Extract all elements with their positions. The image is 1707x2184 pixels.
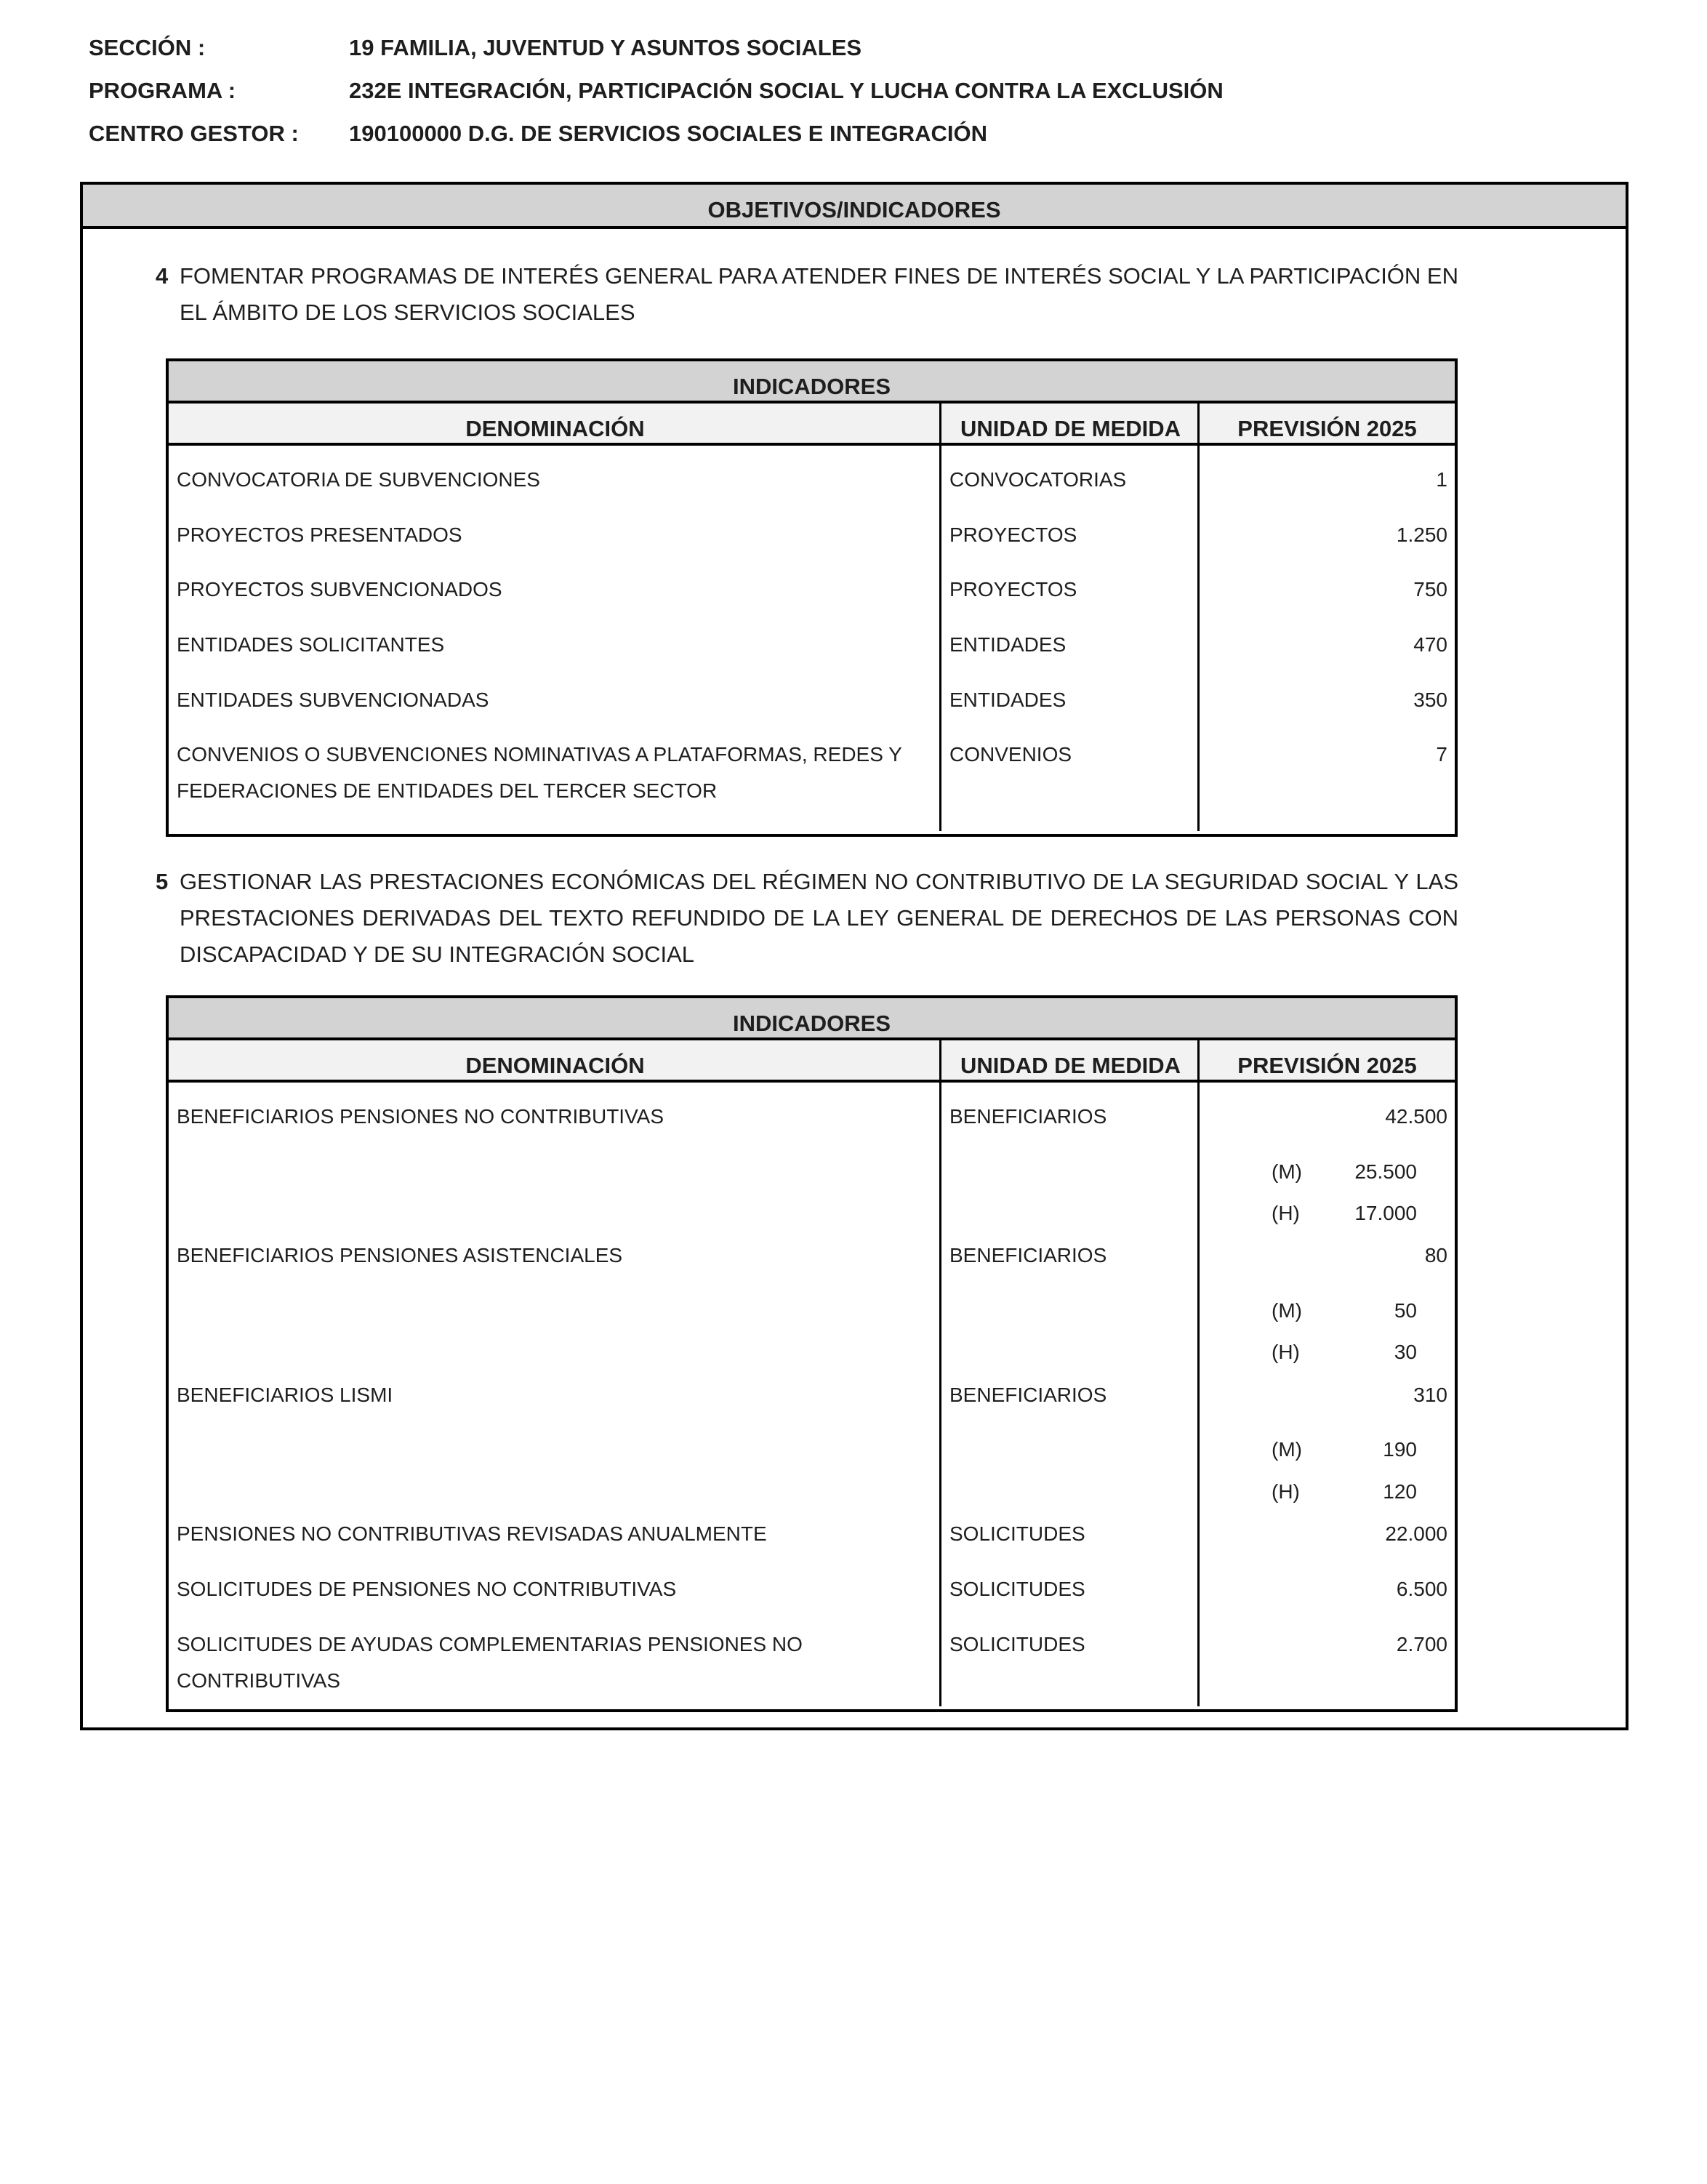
cell-unidad: PROYECTOS [949,523,1077,546]
table-body [169,446,1455,831]
breakdown-tag: (H) [1272,1202,1300,1224]
centro-gestor-label: CENTRO GESTOR : [89,121,299,146]
col-prevision: PREVISIÓN 2025 [1237,1053,1417,1078]
col-denominacion: DENOMINACIÓN [465,1053,645,1078]
breakdown-value: 25.500 [1354,1160,1417,1183]
objective-text: GESTIONAR LAS PRESTACIONES ECONÓMICAS DEL RÉGIMEN NO CONTRIBUTIVO DE LA SEGURIDAD SOCIAL Y LAS PRESTACIONES DERIVADAS DEL TEXTO REFUNDIDO DE LA LEY GENERAL DE DERECHOS DE LAS PERSONAS CON DISCAPACIDAD Y DE SU INTEGRACIÓN SOCIAL [180,869,1458,967]
objective-number: 5 [156,869,169,894]
col-divider [1197,446,1200,831]
col-unidad: UNIDAD DE MEDIDA [960,1053,1181,1078]
cell-unidad: ENTIDADES [949,688,1067,711]
breakdown-tag: (H) [1272,1341,1300,1363]
cell-prevision: 470 [1413,633,1447,656]
breakdown-tag: (M) [1272,1438,1302,1461]
col-divider [1197,1083,1200,1706]
cell-prevision: 750 [1413,578,1447,601]
seccion-row [89,33,861,63]
cell-prevision: 1.250 [1396,523,1447,546]
breakdown-value: 17.000 [1354,1202,1417,1224]
cell-prevision: 2.700 [1396,1633,1447,1655]
indicadores-title: INDICADORES [169,998,1455,1040]
indicadores-title: INDICADORES [169,361,1455,404]
programa-row [89,76,1224,105]
objective-number: 4 [156,263,169,289]
col-prevision: PREVISIÓN 2025 [1237,416,1417,441]
cell-denominacion: CONVENIOS O SUBVENCIONES NOMINATIVAS A PLATAFORMAS, REDES Y FEDERACIONES DE ENTIDADES DEL TERCER SECTOR [177,743,902,802]
cell-unidad: BENEFICIARIOS [949,1384,1107,1406]
cell-unidad: BENEFICIARIOS [949,1105,1107,1128]
cell-denominacion: PROYECTOS PRESENTADOS [177,523,462,546]
objetivos-box-title: OBJETIVOS/INDICADORES [83,185,1626,229]
breakdown-tag: (H) [1272,1480,1300,1503]
cell-denominacion: ENTIDADES SUBVENCIONADAS [177,688,489,711]
cell-prevision: 310 [1413,1384,1447,1406]
cell-prevision: 7 [1436,743,1447,766]
breakdown-tag: (M) [1272,1299,1302,1322]
cell-denominacion: PROYECTOS SUBVENCIONADOS [177,578,502,601]
objective-4 [156,258,1458,331]
cell-denominacion: PENSIONES NO CONTRIBUTIVAS REVISADAS ANUALMENTE [177,1522,767,1545]
breakdown-tag: (M) [1272,1160,1302,1183]
cell-denominacion: ENTIDADES SOLICITANTES [177,633,445,656]
cell-unidad: CONVOCATORIAS [949,468,1127,491]
objective-5 [156,864,1458,973]
cell-unidad: ENTIDADES [949,633,1067,656]
programa-label: PROGRAMA : [89,78,236,103]
cell-denominacion: SOLICITUDES DE AYUDAS COMPLEMENTARIAS PENSIONES NO CONTRIBUTIVAS [177,1633,803,1692]
breakdown-value: 50 [1394,1299,1417,1322]
col-denominacion: DENOMINACIÓN [465,416,645,441]
seccion-value: 19 FAMILIA, JUVENTUD Y ASUNTOS SOCIALES [349,35,862,60]
breakdown-value: 190 [1383,1438,1417,1461]
breakdown-value: 30 [1394,1341,1417,1363]
centro-gestor-value: 190100000 D.G. DE SERVICIOS SOCIALES E INTEGRACIÓN [349,121,988,146]
cell-prevision: 80 [1424,1244,1447,1266]
cell-unidad: BENEFICIARIOS [949,1244,1107,1266]
cell-unidad: PROYECTOS [949,578,1077,601]
programa-value: 232E INTEGRACIÓN, PARTICIPACIÓN SOCIAL Y LUCHA CONTRA LA EXCLUSIÓN [349,78,1224,103]
indicadores-table-4 [166,358,1458,837]
cell-unidad: SOLICITUDES [949,1578,1085,1600]
centro-gestor-row [89,119,987,148]
cell-denominacion: CONVOCATORIA DE SUBVENCIONES [177,468,540,491]
col-divider [939,446,941,831]
cell-denominacion: BENEFICIARIOS PENSIONES NO CONTRIBUTIVAS [177,1105,664,1128]
cell-unidad: SOLICITUDES [949,1633,1085,1655]
cell-denominacion: BENEFICIARIOS LISMI [177,1384,393,1406]
cell-prevision: 350 [1413,688,1447,711]
col-unidad: UNIDAD DE MEDIDA [960,416,1181,441]
seccion-label: SECCIÓN : [89,35,206,60]
objetivos-box [80,182,1628,1730]
cell-prevision: 42.500 [1385,1105,1447,1128]
table-header-row [169,404,1455,446]
table-body [169,1083,1455,1706]
cell-unidad: SOLICITUDES [949,1522,1085,1545]
indicadores-table-5 [166,995,1458,1712]
cell-unidad: CONVENIOS [949,743,1072,766]
cell-denominacion: BENEFICIARIOS PENSIONES ASISTENCIALES [177,1244,623,1266]
cell-prevision: 6.500 [1396,1578,1447,1600]
cell-denominacion: SOLICITUDES DE PENSIONES NO CONTRIBUTIVAS [177,1578,677,1600]
cell-prevision: 1 [1436,468,1447,491]
cell-prevision: 22.000 [1385,1522,1447,1545]
col-divider [939,1083,941,1706]
breakdown-value: 120 [1383,1480,1417,1503]
objective-text: FOMENTAR PROGRAMAS DE INTERÉS GENERAL PARA ATENDER FINES DE INTERÉS SOCIAL Y LA PARTICIPACIÓN EN EL ÁMBITO DE LOS SERVICIOS SOCIALES [180,263,1458,325]
table-header-row [169,1040,1455,1083]
